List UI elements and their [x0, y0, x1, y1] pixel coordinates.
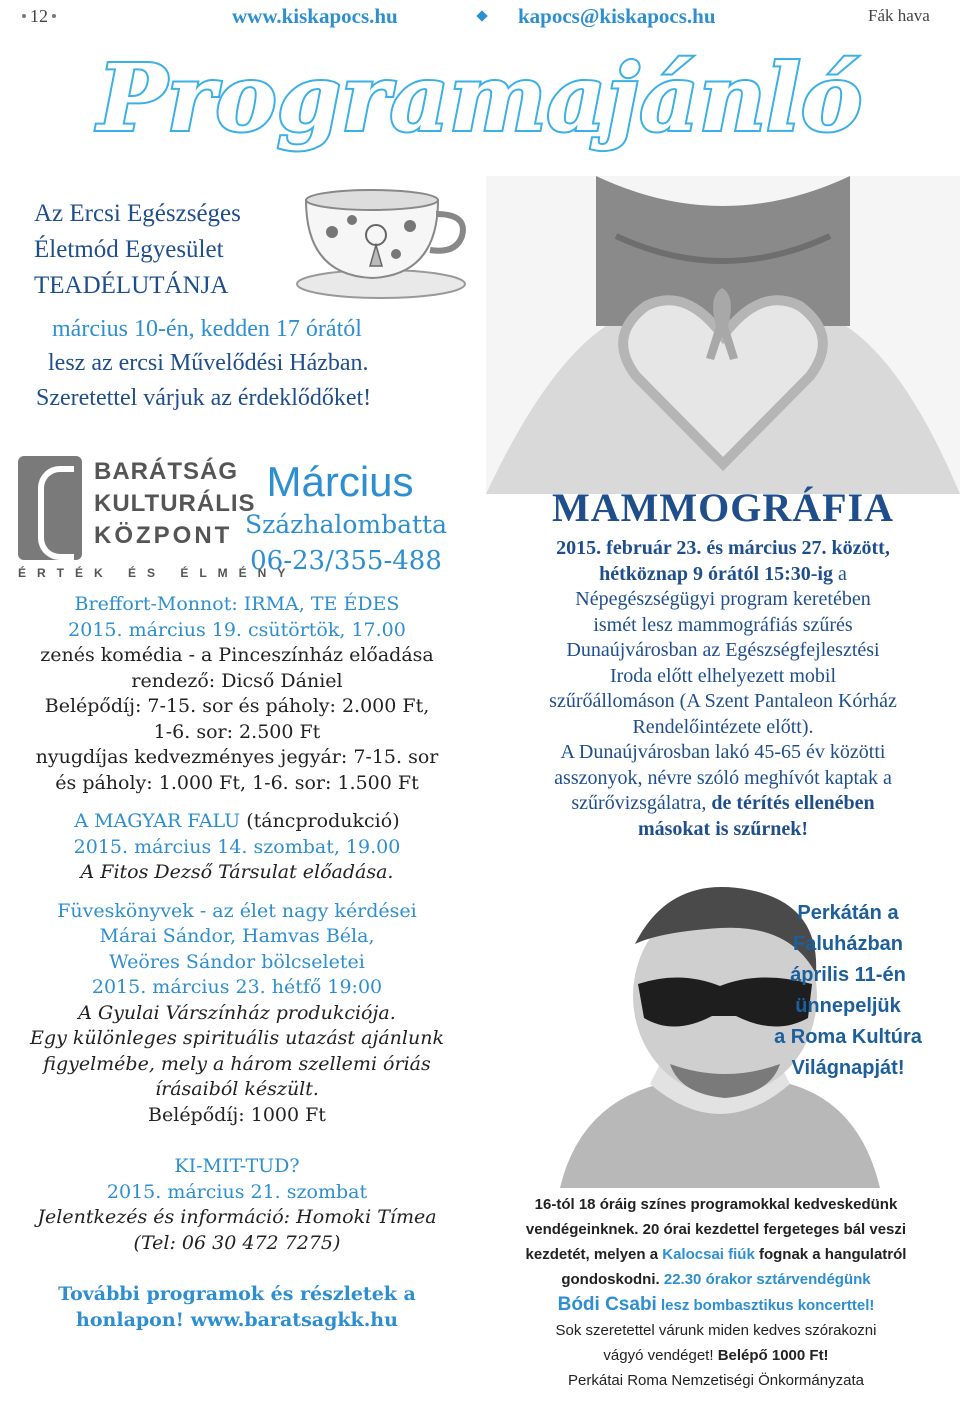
mammo-line10: asszonyok, névre szóló meghívót kaptak a — [554, 766, 892, 789]
event4-date: 2015. március 21. szombat — [106, 1180, 368, 1203]
event3-title2: Márai Sándor, Hamvas Béla, — [99, 925, 375, 947]
event1-director: rendező: Dicső Dániel — [131, 669, 343, 692]
website-link[interactable]: www.kiskapocs.hu — [232, 4, 398, 28]
roma-p8: Perkátai Roma Nemzetiségi Önkormányzata — [568, 1372, 864, 1389]
bkk-logo — [16, 452, 297, 582]
diamond-icon — [476, 10, 487, 21]
event1-price1: Belépődíj: 7-15. sor és páholy: 2.000 Ft, — [44, 695, 430, 717]
event1-price4: és páholy: 1.000 Ft, 1-6. sor: 1.500 Ft — [55, 771, 419, 794]
event2-note: (táncprodukció) — [246, 810, 400, 832]
mammo-line6: Iroda előtt elhelyezett mobil — [609, 664, 837, 687]
event3-title1: Füveskönyvek - az élet nagy kérdései — [57, 899, 417, 922]
event3-date: 2015. március 23. hétfő 19:00 — [91, 976, 383, 998]
roma-p7-b: Belépő 1000 Ft! — [717, 1347, 829, 1364]
mammo-line8: Rendelőintézete előtt). — [632, 715, 814, 738]
tea-invite: Szeretettel várjuk az érdeklődőket! — [36, 385, 372, 411]
mammo-line2-rest: a — [833, 562, 847, 585]
roma-p3 — [486, 1242, 946, 1267]
mammo-title: MAMMOGRÁFIA — [551, 485, 895, 530]
roma-line6: Világnapját! — [791, 1057, 905, 1079]
roma-line1: Perkátán a — [797, 902, 899, 924]
tea-place: lesz az ercsi Művelődési Házban. — [48, 350, 369, 376]
mammo-line2 — [486, 562, 960, 588]
bkk-program-block — [14, 592, 460, 1333]
roma-p3-b: Kalocsai fiúk — [662, 1246, 755, 1263]
logo-bracket — [38, 466, 74, 560]
mammo-line11-b: de térítés ellenében — [706, 792, 875, 814]
event4-info1: Jelentkezés és információ: Homoki Tímea — [37, 1206, 437, 1228]
event4-info2: (Tel: 06 30 472 7275) — [133, 1231, 341, 1254]
event1-desc: zenés komédia - a Pinceszínház előadása — [40, 644, 434, 666]
logo-line3: KÖZPONT — [94, 522, 233, 549]
page-number-dot-left — [22, 14, 26, 18]
mammo-line9: A Dunaújvárosban lakó 45-65 év közötti — [560, 741, 886, 763]
tea-line3: TEADÉLUTÁNJA — [34, 272, 229, 299]
mammo-line1: 2015. február 23. és március 27. között, — [556, 537, 890, 559]
roma-headline — [748, 898, 948, 1084]
mammo-body — [486, 536, 960, 842]
heart-hands-photo — [486, 176, 960, 494]
tea-line2: Életmód Egyesület — [34, 236, 224, 263]
event2-desc: A Fitos Dezső Társulat előadása. — [80, 861, 394, 883]
footer-line1: További programok és részletek a — [58, 1283, 416, 1305]
event2-date: 2015. március 14. szombat, 19.00 — [73, 835, 401, 858]
roma-line5: a Roma Kultúra — [774, 1026, 922, 1048]
roma-line4: ünnepeljük — [795, 995, 901, 1017]
teacup-image — [292, 180, 470, 300]
event3-desc: A Gyulai Várszínház produkciója. — [78, 1001, 396, 1024]
logo-line2: KULTURÁLIS — [94, 490, 256, 517]
roma-p1: 16-tól 18 óráig színes programokkal kedveskedünk — [534, 1196, 898, 1213]
roma-p7 — [486, 1343, 946, 1368]
event1-date: 2015. március 19. csütörtök, 17.00 — [68, 618, 406, 641]
mammo-line11-a: szűrővizsgálatra, — [571, 792, 707, 814]
roma-line2: Faluházban — [792, 933, 903, 955]
roma-line3: április 11-én — [790, 964, 906, 986]
email-link[interactable]: kapocs@kiskapocs.hu — [518, 4, 716, 28]
mammo-line3: Népegészségügyi program keretében — [575, 588, 871, 610]
page-number-dot-right — [52, 14, 56, 18]
title-text: Programajánló — [97, 44, 863, 152]
roma-p5-b: lesz bombasztikus koncerttel! — [656, 1297, 875, 1314]
roma-p4 — [486, 1267, 946, 1292]
header-bar — [0, 0, 960, 34]
event2-title: A MAGYAR FALU — [74, 810, 241, 832]
event2-title-line — [14, 809, 460, 835]
event1-price3: nyugdíjas kedvezményes jegyár: 7-15. sor — [35, 746, 439, 768]
roma-p4-b: 22.30 órakor sztárvendégünk — [663, 1271, 871, 1288]
event3-price: Belépődíj: 1000 Ft — [148, 1103, 326, 1126]
event1-title: Breffort-Monnot: IRMA, TE ÉDES — [74, 593, 400, 615]
mammo-line7: szűrőállomáson (A Szent Pantaleon Kórház — [549, 690, 897, 712]
event1-price2: 1-6. sor: 2.500 Ft — [153, 720, 321, 743]
event3-text1: Egy különleges spirituális utazást ajánlunk — [30, 1027, 444, 1049]
mammo-line4: ismét lesz mammográfiás szűrés — [593, 613, 853, 636]
roma-p4-a: gondoskodni. — [561, 1271, 664, 1288]
roma-body — [486, 1192, 946, 1393]
issue-name: Fák hava — [868, 6, 930, 25]
tea-date: március 10-én, kedden 17 órától — [52, 316, 362, 342]
page-title — [0, 34, 960, 164]
logo-tagline: ÉRTÉK ÉS ÉLMÉNY — [18, 566, 297, 580]
roma-p5 — [486, 1292, 946, 1318]
mammo-line2-bold: hétköznap 9 órától 15:30-ig — [599, 562, 833, 585]
bkk-month: Március — [266, 458, 414, 505]
roma-p6: Sok szeretettel várunk miden kedves szórakozni — [555, 1322, 877, 1339]
event3-text2: figyelmébe, mely a három szellemi óriás — [43, 1052, 431, 1075]
bkk-city: Százhalombatta — [244, 510, 448, 539]
mammo-line5: Dunaújvárosban az Egészségfejlesztési — [566, 639, 880, 661]
event3-text3: írásaiból készült. — [155, 1078, 319, 1100]
page-number: 12 — [30, 6, 48, 26]
roma-p2: vendégeinknek. 20 órai kezdettel fergeteges bál veszi — [525, 1221, 907, 1238]
mammo-line12: másokat is szűrnek! — [637, 817, 808, 840]
roma-p3-a: kezdetét, melyen a — [525, 1246, 663, 1263]
tea-line1: Az Ercsi Egészséges — [34, 200, 241, 227]
footer-line2[interactable]: honlapon! www.baratsagkk.hu — [76, 1308, 398, 1331]
event4-title: KI-MIT-TUD? — [174, 1155, 300, 1177]
roma-p7-a: vágyó vendéget! — [603, 1347, 718, 1364]
mammo-line11 — [486, 791, 960, 817]
logo-line1: BARÁTSÁG — [94, 458, 238, 485]
bkk-phone: 06-23/355-488 — [250, 546, 442, 576]
roma-p3-c: fognak a hangulatról — [754, 1246, 907, 1263]
event3-title3: Weöres Sándor bölcseletei — [109, 950, 365, 973]
roma-p5-a: Bódi Csabi — [557, 1294, 657, 1315]
